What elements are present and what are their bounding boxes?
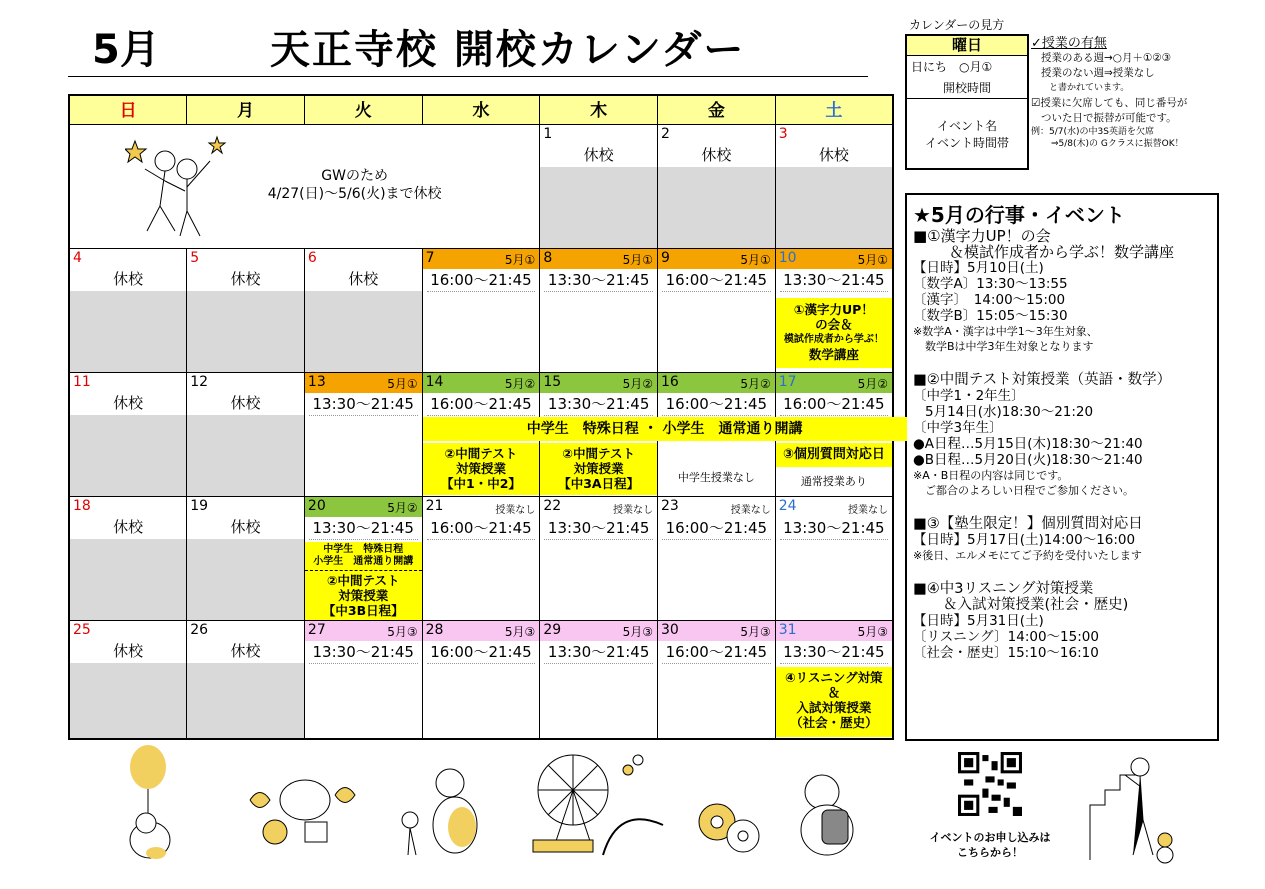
day-cell-27: 27 5月③ 13:30～21:45	[304, 621, 422, 739]
calendar-grid	[68, 94, 894, 740]
title-month: 5月	[92, 27, 160, 73]
event-3: ■③【塾生限定！】個別質問対応日 【日時】5月17日(土)14:00～16:00 ※後日、エルメモにてご予約を受付いたします	[913, 516, 1143, 562]
day-cell-13: 13 5月① 13:30～21:45	[304, 373, 422, 497]
day-cell-22: 22 授業なし 13:30～21:45	[540, 497, 658, 621]
day-cell-5: 5 休校	[187, 249, 305, 373]
day-cell-26: 26 休校	[187, 621, 305, 739]
day-cell-10: 10 5月① 13:30～21:45 ①漢字力UP！ の会＆ 模試作成者から学ぶ！ 数学講座	[775, 249, 893, 373]
event-1: ■①漢字力UP！の会 ＆模試作成者から学ぶ！数学講座 【日時】5月10日(土) 〔数学A〕13:30～13:55 〔漢字〕 14:00～15:00 〔数学B〕15:05～15:30 ※数学A・漢字は中学1～3年生対象、 数学Bは中学3年生対象となります	[913, 227, 1175, 353]
events-panel	[905, 193, 1219, 741]
weekday-sun: 日	[69, 95, 187, 125]
honey-pot-bear-illustration	[792, 770, 862, 860]
listening-event-box: ④リスニング対策 ＆ 入試対策授業 （社会・歴史）	[776, 667, 892, 737]
day-cell-19: 19 休校	[187, 497, 305, 621]
day-cell-7: 7 5月① 16:00～21:45	[422, 249, 540, 373]
weekday-tue: 火	[304, 95, 422, 125]
day-cell-14: 14 5月② 16:00～21:45 中学生 特殊日程 ・ 小学生 通常通り開講 ②中間テスト 対策授業 【中1・中2】	[422, 373, 540, 497]
special-schedule-banner: 中学生 特殊日程 ・ 小学生 通常通り開講	[423, 417, 907, 441]
balloon-bear-illustration	[118, 745, 188, 865]
day-cell-20: 20 5月② 13:30～21:45 中学生 特殊日程 小学生 通常通り開講 ②中間テスト 対策授業 【中3B日程】	[304, 497, 422, 621]
title-underline	[68, 76, 868, 77]
legend-sample-cell: 曜日 日にち ○月① 開校時間 イベント名 イベント時間帯	[905, 34, 1029, 170]
child-climbing-illustration	[1085, 745, 1185, 865]
day-cell-11: 11 休校	[69, 373, 187, 497]
day-cell-2: 2 休校	[658, 125, 776, 249]
weekday-mon: 月	[187, 95, 305, 125]
sweets-illustration	[245, 770, 360, 850]
midterm-3b-box: ②中間テスト 対策授業 【中3B日程】	[305, 570, 422, 620]
day-cell-18: 18 休校	[69, 497, 187, 621]
day-cell-23: 23 授業なし 16:00～21:45	[658, 497, 776, 621]
amusement-park-illustration	[528, 745, 668, 860]
weekday-sat: 土	[775, 95, 893, 125]
day-cell-30: 30 5月③ 16:00～21:45	[658, 621, 776, 739]
weekday-thu: 木	[540, 95, 658, 125]
day-cell-9: 9 5月① 16:00～21:45	[658, 249, 776, 373]
calendar-legend	[905, 14, 1235, 174]
day-cell-16: 16 5月② 16:00～21:45 中学生授業なし	[658, 373, 776, 497]
day-cell-12: 12 休校	[187, 373, 305, 497]
day-cell-28: 28 5月③ 16:00～21:45	[422, 621, 540, 739]
weekday-wed: 水	[422, 95, 540, 125]
weekday-header	[69, 95, 893, 125]
donuts-illustration	[695, 800, 765, 855]
qr-code[interactable]	[958, 752, 1022, 816]
day-cell-6: 6 休校	[304, 249, 422, 373]
events-heading: ★5月の行事・イベント	[913, 203, 1125, 227]
gw-notice-cell	[69, 125, 540, 249]
gw-line1: GWのため	[321, 168, 388, 184]
day-cell-15: 15 5月② 13:30～21:45 ②中間テスト 対策授業 【中3A日程】	[540, 373, 658, 497]
day-cell-25: 25 休校	[69, 621, 187, 739]
gw-line2: 4/27(日)～5/6(火)まで休校	[267, 186, 442, 202]
legend-explanation: ✓授業の有無 授業のある週→○月＋①②③ 授業のない週⇒授業なし と書かれています。 ☑授業に欠席しても、同じ番号が ついた日で振替が可能です。 例：5/7(水)の中3S英語を欠席 ⇒5/8(木)の Gクラスに振替OK！	[1031, 36, 1188, 149]
day-cell-17: 17 5月② 16:00～21:45 ③個別質問対応日 通常授業あり	[775, 373, 893, 497]
day-cell-3: 3 休校	[775, 125, 893, 249]
event-4: ■④中3リスニング対策授業 ＆入試対策授業(社会・歴史) 【日時】5月31日(土) 〔リスニング〕14:00～15:00 〔社会・歴史〕15:10～16:10	[913, 581, 1129, 661]
page-title: 天正寺校 開校カレンダー	[270, 27, 746, 73]
day-cell-31: 31 5月③ 13:30～21:45 ④リスニング対策 ＆ 入試対策授業 （社会・歴史）	[775, 621, 893, 739]
kanji-math-event-box: ①漢字力UP！ の会＆ 模試作成者から学ぶ！ 数学講座	[776, 298, 892, 368]
event-2: ■②中間テスト対策授業（英語・数学） 〔中学1・2年生〕 5月14日(水)18:30～21:20 〔中学3年生〕 ●A日程…5月15日(木)18:30～21:40 ●B日程…5月20日(火)18:30～21:40 ※A・B日程の内容は同じです。 ご都合のよろしい日程でご参加ください。	[913, 372, 1172, 497]
weekday-fri: 金	[658, 95, 776, 125]
midterm-12-box: ②中間テスト 対策授業 【中1・中2】	[423, 443, 540, 495]
day-cell-8: 8 5月① 13:30～21:45	[540, 249, 658, 373]
bear-piglet-illustration	[390, 765, 500, 865]
day-cell-4: 4 休校	[69, 249, 187, 373]
no-junior-class-note: 中学生授業なし	[677, 471, 755, 484]
day-cell-1: 1 休校	[540, 125, 658, 249]
day-cell-21: 21 授業なし 16:00～21:45	[422, 497, 540, 621]
regular-class-note: 通常授業あり	[800, 475, 867, 488]
day-cell-29: 29 5月③ 13:30～21:45	[540, 621, 658, 739]
kobetsu-box: ③個別質問対応日	[776, 443, 892, 467]
legend-title: カレンダーの見方	[909, 18, 1005, 32]
midterm-3a-box: ②中間テスト 対策授業 【中3A日程】	[540, 443, 657, 495]
day-cell-24: 24 授業なし 13:30～21:45	[775, 497, 893, 621]
qr-caption: イベントのお申し込みは こちらから！	[929, 831, 1051, 859]
d20-schedule-box: 中学生 特殊日程 小学生 通常通り開講	[305, 542, 422, 570]
